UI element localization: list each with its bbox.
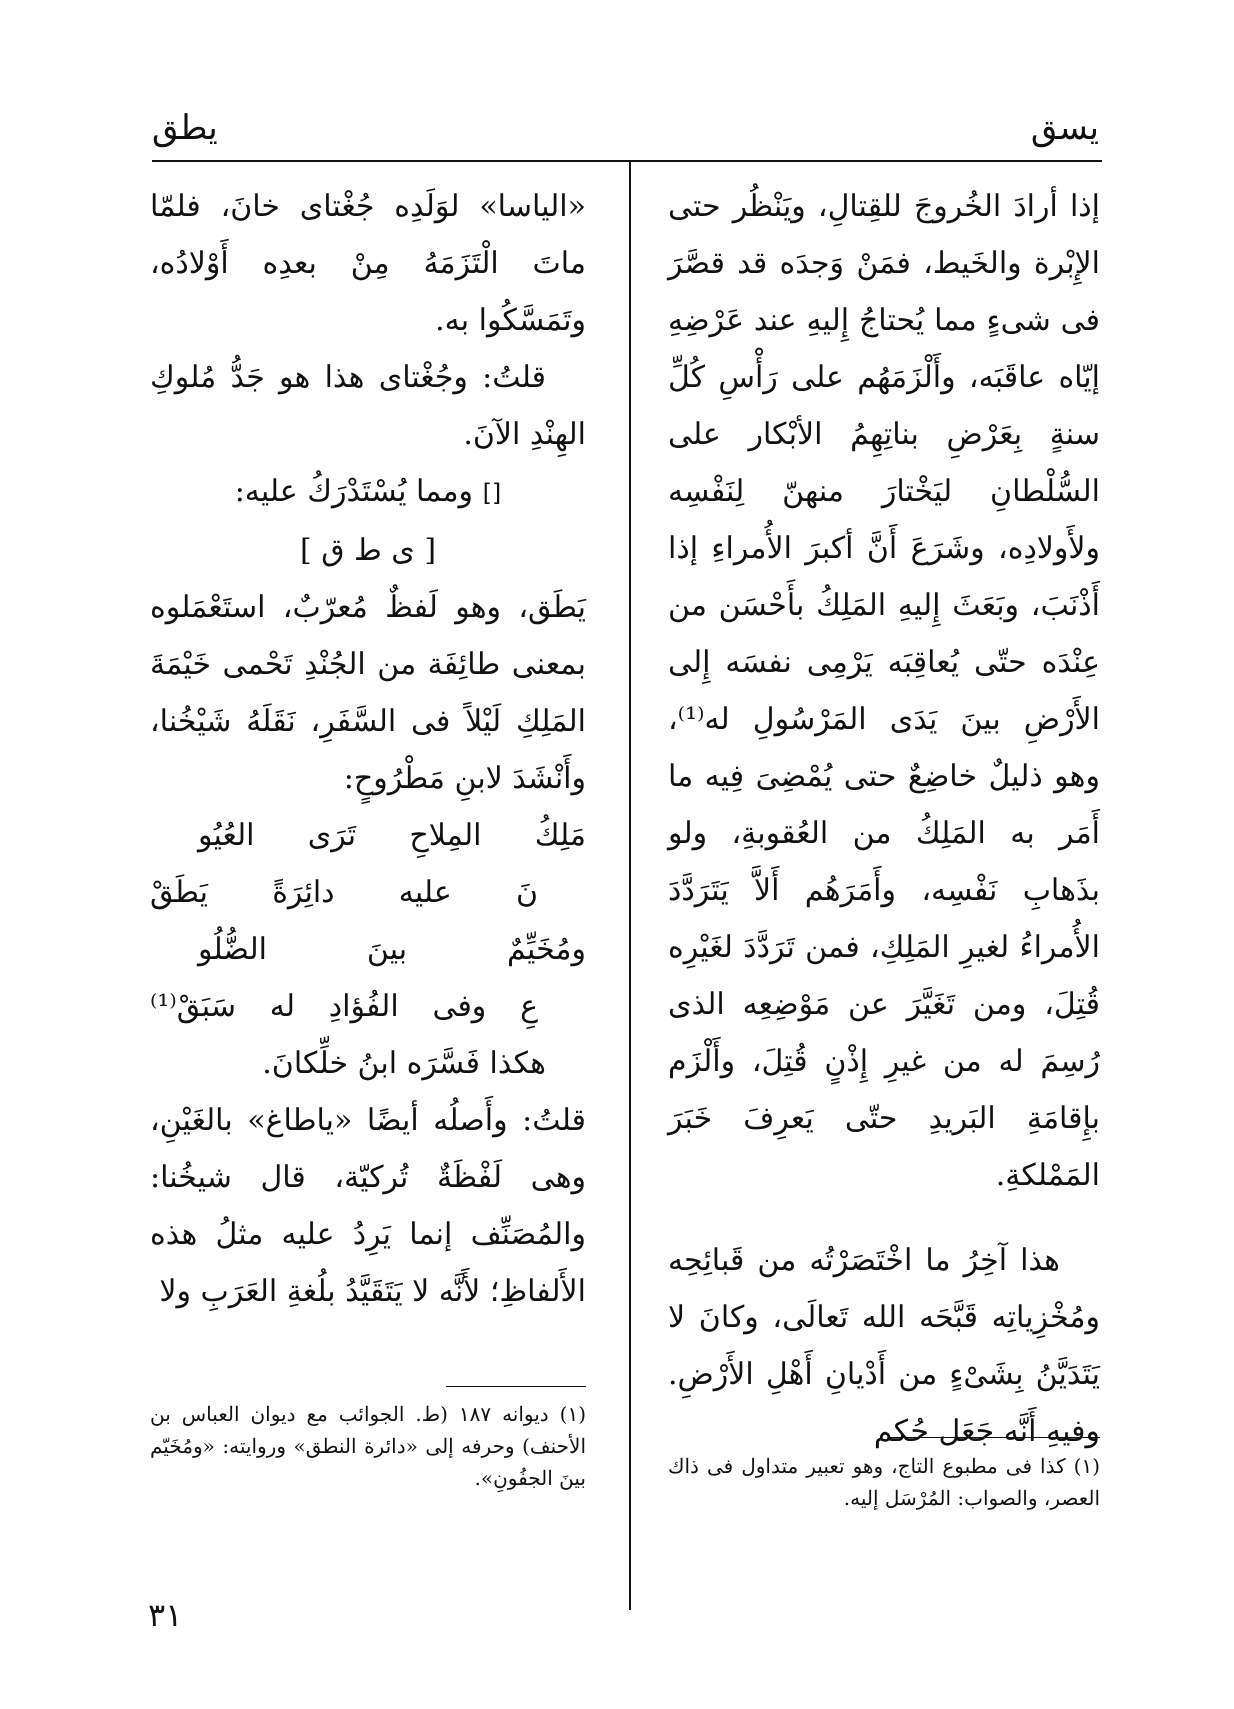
left-para-3-text: ومما يُسْتَدْرَكُ عليه: [234,474,474,509]
left-column [150,178,586,1320]
right-column-body: إذا أرادَ الخُروجَ للقِتالِ، ويَنْظُر حتى الإِبْرة والخَيط، فمَنْ وَجدَه قد قصَّرَ فى شىءٍ مما يُحتاجُ إِليهِ عند عَرْضِهِ إيّاه عاقَبَه، وأَلْزَمَهُم على رَأْسِ كُلِّ سنةٍ بِعَرْضِ بناتِهِمُ الأبْكار على السُّلْطانِ ليَخْتارَ منهنّ لِنَفْسِه ولأَولادِه، وشَرَعَ أَنَّ أكبرَ الأُمراءِ إذا أَذْنَبَ، وبَعَثَ إِليهِ المَلِكُ بأَحْسَن من عِنْدَه حتّى يُعاقِبَه يَرْمِى نفسَه إِلى الأَرْضِ بينَ يَدَى المَرْسُولِ له⁽¹⁾، وهو ذليلٌ خاضِعٌ حتى يُمْضِىَ فِيه ما أَمَر به المَلِكُ من العُقوبةِ، ولو بذَهابِ نَفْسِه، وأَمَرَهُم أَلاَّ يَتَرَدَّدَ الأُمراءُ لغيرِ المَلِكِ، فمن تَرَدَّدَ لغَيْرِه قُتِلَ، ومن تَغَيَّرَ عن مَوْضِعِه الذى رُسِمَ له من غيرِ إِذْنٍ قُتِلَ، وأَلْزَم بإِقامَةِ البَريدِ حتّى يَعرِفَ خَبَرَ المَمْلكةِ. [668,189,1100,1193]
footnote-right: (١) كذا فى مطبوع التاج، وهو تعبير متداول فى ذاك العصر، والصواب: المُرْسَل إليه. [668,1454,1100,1510]
footnote-left: (١) ديوانه ١٨٧ (ط. الجوائب مع ديوان العباس بن الأحنف) وحرفه إلى «دائرة النطق» وروايته: «ومُخَيّم بينَ الجفُونِ». [150,1402,587,1490]
right-column [668,178,1100,1460]
left-para-5: هكذا فَسَّرَه ابنُ خلِّكانَ. [262,1046,546,1081]
header-rule [152,160,1102,162]
left-para-4: يَطَق، وهو لَفظٌ مُعرّبٌ، استَعْمَلوه بمعنى طائِفَة من الجُنْدِ تَحْمى خَيْمَةَ المَلِكِ لَيْلاً فى السَّفَرِ، نَقَلَهُ شَيْخُنا، وأَنْشَدَ لابنِ مَطْرُوحٍ: [150,590,586,796]
running-head-right: يسق [1030,108,1099,148]
footnote-rule-right [888,1437,1100,1438]
poem-verse [150,807,586,1035]
verse-line: نَ عليه دائِرَةً يَطَقْ [150,875,538,910]
running-head-left: يطق [152,108,218,148]
entry-heading: [ ى ط ق ] [299,533,437,568]
left-para-6: قلتُ: وأَصلُه أيضًا «ياطاغ» بالغَيْنِ، وهى لَفْظَةٌ تُركيّة، قال شيخُنا: والمُصَنِّف إنما يَرِدُ عليه مثلُ هذه الأَلفاظِ؛ لأَنَّه لا يَتَقَيَّدُ بلُغةِ العَرَبِ ولا [150,1103,586,1309]
left-para-3 [150,463,586,522]
verse-line: عِ وفى الفُؤادِ له سَبَقْ⁽¹⁾ [150,989,538,1024]
editor-mark: [] [482,479,502,507]
column-divider [629,162,631,1610]
left-para-2: قلتُ: وجُغْتاى هذا هو جَدُّ مُلوكِ الهِنْدِ الآنَ. [150,360,586,452]
page-number: ٣١ [148,1596,183,1634]
verse-line: ومُخَيِّمٌ بينَ الضُّلُو [198,932,586,967]
footnote-rule-left [446,1386,586,1387]
right-column-closing: هذا آخِرُ ما اخْتَصَرْتُه من قَبائِحِه ومُخْزِياتِه قَبَّحَه الله تَعالَى، وكانَ لا يَتَدَيَّنُ بِشَىْءٍ من أَدْيانِ أَهْلِ الأَرْضِ. وفيهِ أَنَّه جَعَل حُكم [668,1243,1100,1449]
paragraph-gap [668,1204,1100,1232]
verse-line: مَلِكُ المِلاحِ تَرَى العُيُو [198,818,586,853]
left-para-1: «الياسا» لوَلَدِه جُغْتاى خانَ، فلمّا ماتَ الْتَزَمَهُ مِنْ بعدِه أَوْلادُه، وتَمَسَّكُوا به. [150,189,586,338]
